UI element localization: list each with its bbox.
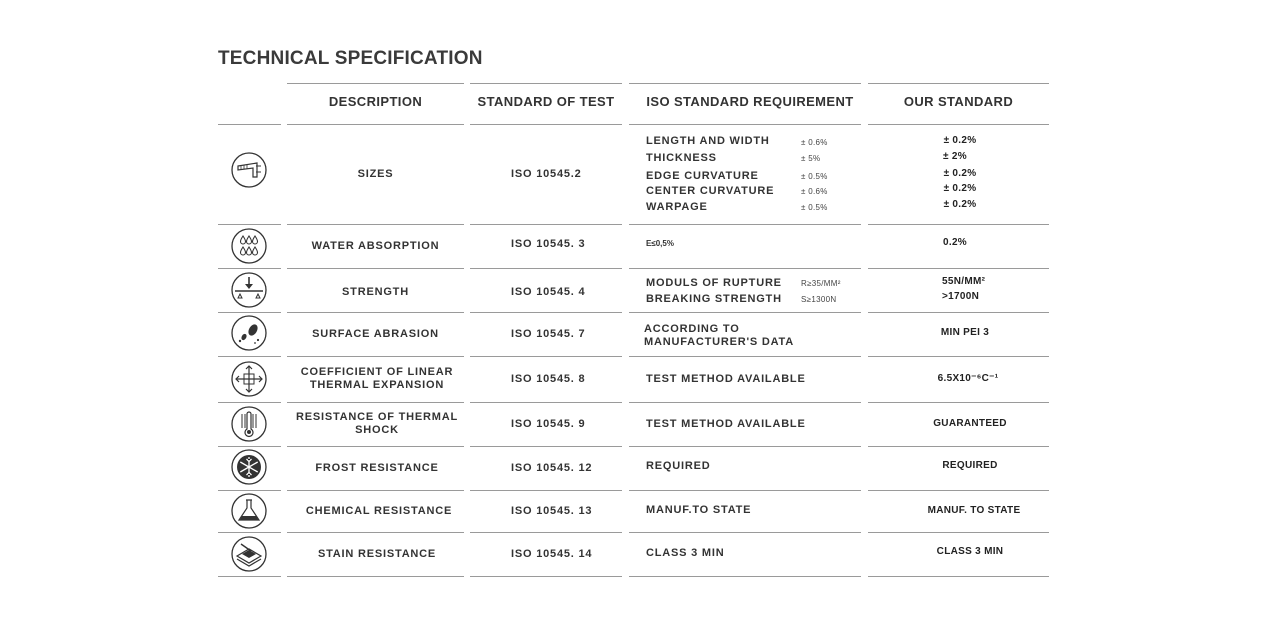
expansion-arrows-icon <box>231 361 267 397</box>
row-rule <box>629 124 861 125</box>
row-rule <box>470 576 622 577</box>
tol-breaking-strength: S≥1300N <box>801 295 837 304</box>
row-rule <box>218 446 281 447</box>
header-description: DESCRIPTION <box>328 94 423 109</box>
row-rule <box>218 490 281 491</box>
description-water-absorption: WATER ABSORPTION <box>311 239 440 252</box>
description-thermal-shock: RESISTANCE OF THERMAL SHOCK <box>295 411 459 436</box>
row-rule <box>868 576 1049 577</box>
row-rule <box>218 402 281 403</box>
row-rule <box>218 532 281 533</box>
row-rule <box>287 576 464 577</box>
standard-strength: ISO 10545. 4 <box>511 285 586 298</box>
ours-water-absorption: 0.2% <box>943 237 967 248</box>
ours-breaking-strength: >1700N <box>942 291 980 302</box>
row-rule <box>629 224 861 225</box>
req-center-curvature: CENTER CURVATURE <box>646 185 775 197</box>
standard-frost-resistance: ISO 10545. 12 <box>511 461 593 474</box>
row-rule <box>868 124 1049 125</box>
water-drops-icon <box>231 228 267 264</box>
row-rule <box>868 312 1049 313</box>
row-rule <box>218 224 281 225</box>
row-rule <box>868 224 1049 225</box>
row-rule <box>629 446 861 447</box>
header-our-standard: OUR STANDARD <box>903 94 1014 109</box>
description-frost-resistance: FROST RESISTANCE <box>315 461 439 474</box>
row-rule <box>868 402 1049 403</box>
ours-center-curvature: ± 0.2% <box>943 183 977 194</box>
thermometer-icon <box>231 406 267 442</box>
ours-stain-resistance: CLASS 3 MIN <box>936 546 1004 557</box>
standard-sizes: ISO 10545.2 <box>511 167 582 180</box>
description-chemical-resistance: CHEMICAL RESISTANCE <box>305 504 453 517</box>
row-rule <box>629 356 861 357</box>
header-rule <box>470 83 622 84</box>
req-edge-curvature: EDGE CURVATURE <box>646 170 759 182</box>
tol-edge-curvature: ± 0.5% <box>801 172 828 181</box>
header-iso-requirement: ISO STANDARD REQUIREMENT <box>646 94 854 109</box>
standard-thermal-shock: ISO 10545. 9 <box>511 417 586 430</box>
req-thickness: THICKNESS <box>646 152 717 164</box>
ours-length-width: ± 0.2% <box>943 135 977 146</box>
description-thermal-expansion: COEFFICIENT OF LINEAR THERMAL EXPANSION <box>300 366 454 391</box>
row-rule <box>868 268 1049 269</box>
pressure-icon <box>231 272 267 308</box>
req-surface-abrasion: ACCORDING TO MANUFACTURER'S DATA <box>644 323 795 348</box>
standard-water-absorption: ISO 10545. 3 <box>511 237 586 250</box>
ours-modulus-rupture: 55N/MM² <box>942 276 986 287</box>
standard-stain-resistance: ISO 10545. 14 <box>511 547 593 560</box>
ours-frost-resistance: REQUIRED <box>942 460 998 471</box>
header-rule <box>868 83 1049 84</box>
standard-chemical-resistance: ISO 10545. 13 <box>511 504 593 517</box>
req-stain-resistance: CLASS 3 MIN <box>646 547 725 559</box>
description-strength: STRENGTH <box>342 285 409 298</box>
tol-thickness: ± 5% <box>801 154 821 163</box>
tol-modulus-rupture: R≥35/MM² <box>801 279 841 288</box>
caliper-icon <box>231 152 267 188</box>
tol-warpage: ± 0.5% <box>801 203 828 212</box>
ours-thermal-shock: GUARANTEED <box>933 418 1007 429</box>
ours-warpage: ± 0.2% <box>943 199 977 210</box>
ours-surface-abrasion: MIN PEI 3 <box>940 327 990 338</box>
standard-thermal-expansion: ISO 10545. 8 <box>511 372 586 385</box>
req-water-absorption: E≤0,5% <box>646 239 674 248</box>
description-surface-abrasion: SURFACE ABRASION <box>312 327 439 340</box>
ours-thickness: ± 2% <box>943 151 967 162</box>
req-warpage: WARPAGE <box>646 201 708 213</box>
row-rule <box>218 312 281 313</box>
header-rule <box>629 83 861 84</box>
header-rule <box>287 83 464 84</box>
row-rule <box>629 490 861 491</box>
description-sizes: SIZES <box>357 167 394 180</box>
footprint-icon <box>231 315 267 351</box>
ours-thermal-expansion: 6.5X10⁻⁶C⁻¹ <box>937 373 999 384</box>
row-rule <box>218 356 281 357</box>
snowflake-icon <box>231 449 267 485</box>
description-stain-resistance: STAIN RESISTANCE <box>317 547 437 560</box>
stain-tile-icon <box>231 536 267 572</box>
standard-surface-abrasion: ISO 10545. 7 <box>511 327 586 340</box>
req-thermal-shock: TEST METHOD AVAILABLE <box>646 418 806 430</box>
row-rule <box>868 356 1049 357</box>
row-rule <box>218 576 281 577</box>
row-rule <box>218 268 281 269</box>
req-frost-resistance: REQUIRED <box>646 460 711 472</box>
row-rule <box>629 268 861 269</box>
row-rule <box>629 312 861 313</box>
req-thermal-expansion: TEST METHOD AVAILABLE <box>646 373 806 385</box>
req-modulus-rupture: MODULS OF RUPTURE <box>646 277 782 289</box>
req-breaking-strength: BREAKING STRENGTH <box>646 293 782 305</box>
row-rule <box>629 532 861 533</box>
tol-length-width: ± 0.6% <box>801 138 828 147</box>
header-standard: STANDARD OF TEST <box>477 94 615 109</box>
row-rule <box>629 576 861 577</box>
page-title: TECHNICAL SPECIFICATION <box>218 48 483 69</box>
tol-center-curvature: ± 0.6% <box>801 187 828 196</box>
row-rule <box>218 124 281 125</box>
req-chemical-resistance: MANUF.TO STATE <box>646 504 752 516</box>
row-rule <box>868 446 1049 447</box>
ours-chemical-resistance: MANUF. TO STATE <box>927 505 1021 516</box>
ours-edge-curvature: ± 0.2% <box>943 168 977 179</box>
row-rule <box>629 402 861 403</box>
row-rule <box>868 532 1049 533</box>
req-length-width: LENGTH AND WIDTH <box>646 135 770 147</box>
row-rule <box>868 490 1049 491</box>
flask-icon <box>231 493 267 529</box>
